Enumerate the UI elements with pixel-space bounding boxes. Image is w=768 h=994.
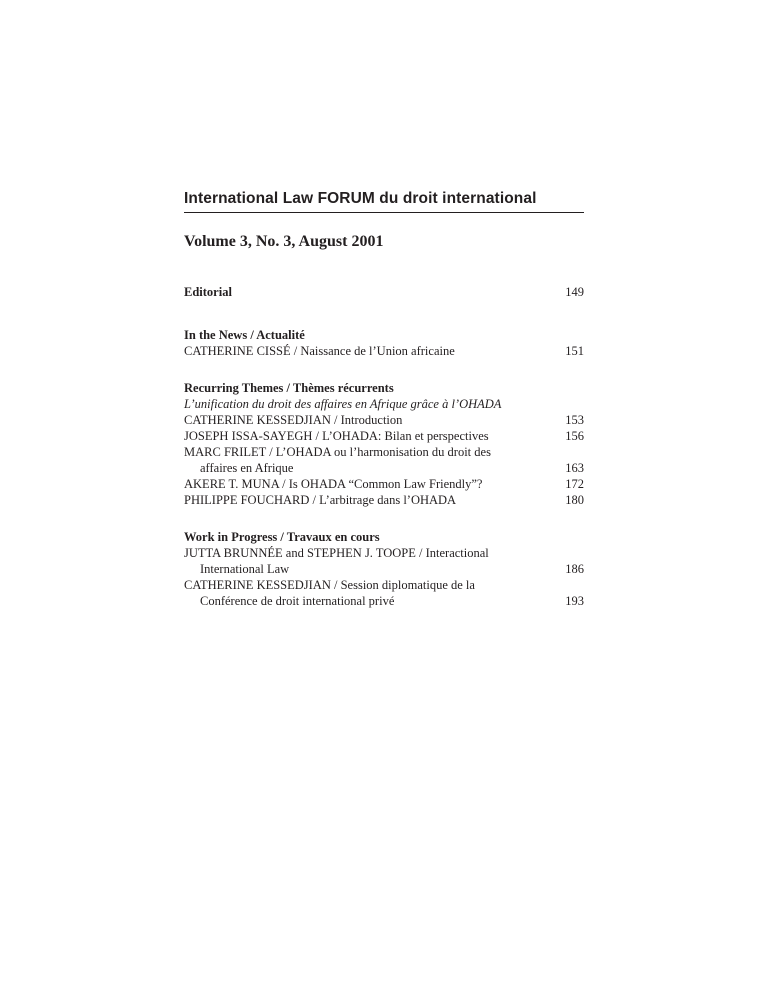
toc-section-news bbox=[184, 327, 584, 359]
page-number: 149 bbox=[565, 285, 584, 299]
entry-title bbox=[184, 444, 491, 476]
toc-entry bbox=[184, 343, 584, 359]
page-number: 151 bbox=[565, 344, 584, 358]
section-heading: Work in Progress / Travaux en cours bbox=[184, 530, 380, 544]
entry-line: PHILIPPE FOUCHARD / L’arbitrage dans l’OHADA bbox=[184, 493, 457, 507]
section-heading: Recurring Themes / Thèmes récurrents bbox=[184, 381, 394, 395]
entry-line-continued: affaires en Afrique bbox=[200, 461, 294, 475]
toc-section-themes bbox=[184, 380, 584, 508]
page-number: 186 bbox=[565, 562, 584, 576]
toc-entry bbox=[184, 492, 584, 508]
entry-line: JUTTA BRUNNÉE and STEPHEN J. TOOPE / Interactional bbox=[184, 546, 489, 560]
entry-line: CATHERINE KESSEDJIAN / Session diplomatique de la bbox=[184, 578, 475, 592]
page-number: 193 bbox=[565, 594, 584, 608]
entry-title bbox=[184, 428, 489, 444]
entry-line: CATHERINE KESSEDJIAN / Introduction bbox=[184, 413, 403, 427]
issue-line: Volume 3, No. 3, August 2001 bbox=[184, 233, 384, 250]
toc-section-progress bbox=[184, 529, 584, 609]
title-rule bbox=[184, 212, 584, 213]
toc-entry bbox=[184, 444, 584, 476]
entry-title bbox=[184, 476, 482, 492]
entry-title bbox=[184, 412, 402, 428]
page-number: 153 bbox=[565, 413, 584, 427]
entry-line: JOSEPH ISSA-SAYEGH / L’OHADA: Bilan et perspectives bbox=[184, 429, 489, 443]
section-heading: In the News / Actualité bbox=[184, 328, 305, 342]
entry-title bbox=[184, 343, 455, 359]
section-heading: Editorial bbox=[184, 285, 232, 299]
page-number: 180 bbox=[565, 493, 584, 507]
page-number: 156 bbox=[565, 429, 584, 443]
entry-line: AKERE T. MUNA / Is OHADA “Common Law Friendly”? bbox=[184, 477, 483, 491]
toc-entry bbox=[184, 476, 584, 492]
entry-title bbox=[184, 545, 489, 577]
entry-title bbox=[184, 577, 475, 609]
toc-entry bbox=[184, 545, 584, 577]
entry-line: CATHERINE CISSÉ / Naissance de l’Union africaine bbox=[184, 344, 455, 358]
toc-entry bbox=[184, 412, 584, 428]
toc-entry bbox=[184, 428, 584, 444]
entry-line: MARC FRILET / L’OHADA ou l’harmonisation du droit des bbox=[184, 445, 491, 459]
entry-line-continued: Conférence de droit international privé bbox=[200, 594, 395, 608]
journal-title: International Law FORUM du droit international bbox=[184, 190, 537, 207]
page-number: 172 bbox=[565, 477, 584, 491]
entry-title bbox=[184, 492, 456, 508]
page-number: 163 bbox=[565, 461, 584, 475]
section-subheading: L’unification du droit des affaires en Afrique grâce à l’OHADA bbox=[184, 397, 502, 411]
table-of-contents bbox=[184, 284, 584, 609]
toc-section-editorial bbox=[184, 284, 584, 300]
toc-entry bbox=[184, 577, 584, 609]
entry-line-continued: International Law bbox=[200, 562, 290, 576]
